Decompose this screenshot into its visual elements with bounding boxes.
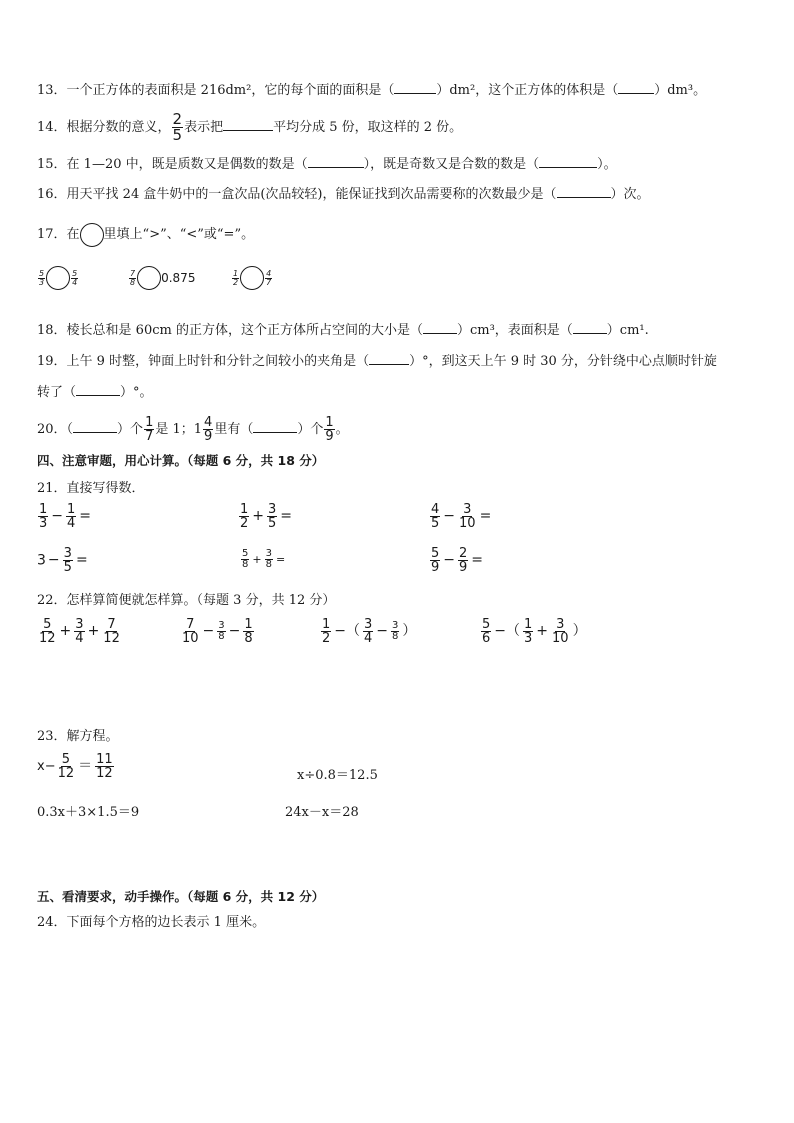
question-16: 16．用天平找 24 盒牛奶中的一盒次品(次品较轻)，能保证找到次品需要称的次数最少是（ ）次。: [37, 187, 650, 202]
answer-blank: [253, 432, 297, 433]
simplify-expr-1: $\frac{5}{12}$ + $\frac{3}{4}$ + $\frac{7}{12}$: [39, 617, 120, 646]
calc-item: $\frac{4}{5}$ − $\frac{3}{10}$ =: [431, 502, 492, 531]
section-5-heading: 五、看清要求，动手操作。（每题 6 分，共 12 分）: [37, 889, 325, 904]
calc-item: $\frac{1}{2}$ + $\frac{3}{5}$ =: [240, 502, 293, 531]
answer-blank: [618, 93, 654, 94]
fraction: $\frac{2}{5}$: [172, 110, 183, 144]
question-19: 19．上午 9 时整，钟面上时针和分针之间较小的夹角是（ ）°，到这天上午 9 时 30 分，分针绕中心点顺时针旋: [37, 354, 717, 369]
question-24: 24．下面每个方格的边长表示 1 厘米。: [37, 915, 266, 930]
fraction: $\frac{1}{7}$: [145, 415, 154, 444]
calc-item: $\frac{5}{9}$ − $\frac{2}{9}$ =: [431, 546, 484, 575]
compare-circle[interactable]: [240, 266, 264, 290]
compare-circle: [80, 223, 104, 247]
answer-blank: [573, 333, 607, 334]
compare-item-3: $\frac{1}{2}$ $\frac{4}{7}$: [231, 266, 273, 290]
answer-blank: [369, 364, 409, 365]
fraction: $\frac{1}{9}$: [325, 415, 334, 444]
answer-blank: [223, 130, 273, 131]
section-4-heading: 四、注意审题，用心计算。（每题 6 分，共 18 分）: [37, 453, 325, 468]
answer-blank: [539, 167, 597, 168]
question-15: 15．在 1—20 中，既是质数又是偶数的数是（ ），既是奇数又是合数的数是（ ）。: [37, 157, 617, 172]
answer-blank: [308, 167, 364, 168]
compare-item-2: $\frac{7}{8}$ 0.875: [128, 266, 195, 290]
equation-3: 0.3x＋3×1.5＝9: [37, 805, 140, 820]
question-13: 13．一个正方体的表面积是 216dm²，它的每个面的面积是（ ）dm²，这个正方体的体积是（ ）dm³。: [37, 83, 707, 98]
answer-blank: [394, 93, 436, 94]
question-14: 14．根据分数的意义， $\frac{2}{5}$ 表示把 平均分成 5 份，取这样的 2 份。: [37, 110, 463, 144]
fraction: $\frac{4}{9}$: [204, 415, 213, 444]
equation-4: 24x－x＝28: [285, 805, 359, 820]
simplify-expr-4: $\frac{5}{6}$ −（ $\frac{1}{3}$ + $\frac{3}{10}$ ）: [482, 617, 587, 646]
question-17: 17．在 里填上“>”、“<”或“=”。: [37, 222, 254, 248]
simplify-expr-2: $\frac{7}{10}$ − $\frac{3}{8}$ − $\frac{1}{8}$: [182, 617, 253, 646]
question-18: 18．棱长总和是 60cm 的正方体，这个正方体所占空间的大小是（ ）cm³，表面积是（ ）cm¹.: [37, 323, 649, 338]
equation-1: x− $\frac{5}{12}$ ＝ $\frac{11}{12}$: [37, 752, 113, 781]
compare-circle[interactable]: [137, 266, 161, 290]
answer-blank: [73, 432, 117, 433]
calc-item: $\frac{1}{3}$ − $\frac{1}{4}$ =: [39, 502, 92, 531]
calc-item: 3 − $\frac{3}{5}$ =: [37, 546, 88, 575]
question-23-title: 23．解方程。: [37, 729, 119, 744]
compare-item-1: $\frac{5}{3}$ $\frac{5}{4}$: [37, 266, 79, 290]
question-19-cont: 转了（ ）°。: [37, 385, 153, 400]
question-21-title: 21．直接写得数．: [37, 481, 145, 496]
answer-blank: [423, 333, 457, 334]
compare-circle[interactable]: [46, 266, 70, 290]
equation-2: x÷0.8＝12.5: [297, 768, 378, 783]
simplify-expr-3: $\frac{1}{2}$ −（ $\frac{3}{4}$ − $\frac{3}{8}$ ）: [322, 617, 417, 646]
answer-blank: [557, 197, 611, 198]
question-20: 20．（ ）个 $\frac{1}{7}$ 是 1；1 $\frac{4}{9}$ 里有（ ）个 $\frac{1}{9}$ 。: [37, 415, 349, 444]
answer-blank: [76, 395, 120, 396]
question-22-title: 22．怎样算简便就怎样算。（每题 3 分，共 12 分）: [37, 593, 336, 608]
calc-item: $\frac{5}{8}$ + $\frac{3}{8}$ =: [242, 548, 286, 570]
